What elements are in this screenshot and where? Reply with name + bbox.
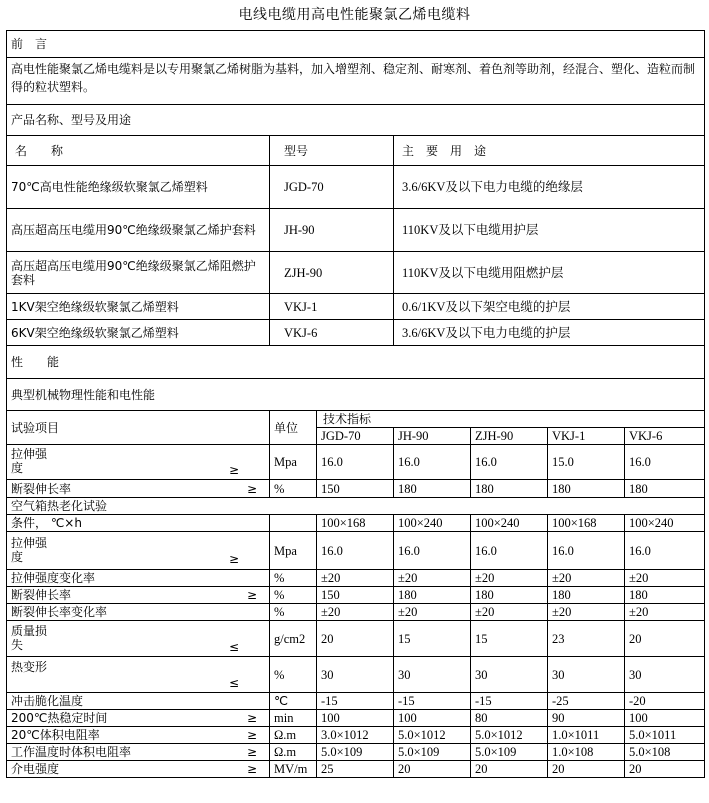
comparison-sign: ≥ <box>228 551 239 566</box>
foreword-heading-row <box>7 31 705 58</box>
spec-value: 100×240 <box>394 515 471 532</box>
spec-unit: Mpa <box>270 532 317 570</box>
spec-unit: % <box>270 480 317 498</box>
spec-row <box>7 445 705 480</box>
spec-value: 100 <box>394 710 471 727</box>
spec-value: 90 <box>548 710 625 727</box>
spec-unit: MV/m <box>270 761 317 778</box>
spec-item-label: 热变形 <box>11 659 48 674</box>
spec-row <box>7 532 705 570</box>
spec-item-label: 拉伸强度变化率 <box>11 571 96 585</box>
spec-value: 150 <box>317 587 394 604</box>
col-use-header: 主 要 用 途 <box>394 136 705 166</box>
spec-item <box>7 604 270 621</box>
spec-item <box>7 710 270 727</box>
spec-item-label: 质量损失 <box>11 623 48 652</box>
spec-unit: % <box>270 657 317 693</box>
foreword-heading: 前 言 <box>7 31 705 58</box>
spec-item-label: 200℃热稳定时间 <box>11 711 108 725</box>
spec-value: 5.0×109 <box>471 744 548 761</box>
spec-value: 20 <box>394 761 471 778</box>
spec-value: 100×240 <box>625 515 705 532</box>
spec-value: 30 <box>317 657 394 693</box>
product-name: 高压超高压电缆用90℃绝缘级聚氯乙烯阻燃护套料 <box>7 252 270 294</box>
spec-value: 16.0 <box>317 532 394 570</box>
performance-heading: 性 能 <box>7 346 705 379</box>
spec-value: 30 <box>394 657 471 693</box>
spec-value: 23 <box>548 621 625 657</box>
spec-row <box>7 498 705 515</box>
spec-item-label: 20℃体积电阻率 <box>11 728 100 742</box>
spec-row <box>7 587 705 604</box>
product-name: 1KV架空绝缘级软聚氯乙烯塑料 <box>7 294 270 320</box>
product-name: 高压超高压电缆用90℃绝缘级聚氯乙烯护套料 <box>7 209 270 252</box>
spec-row <box>7 570 705 587</box>
spec-value: 5.0×1012 <box>471 727 548 744</box>
spec-unit: Ω.m <box>270 727 317 744</box>
spec-value: 180 <box>471 587 548 604</box>
spec-unit: Mpa <box>270 445 317 480</box>
spec-item <box>7 532 270 570</box>
spec-row <box>7 710 705 727</box>
spec-unit <box>270 515 317 532</box>
comparison-sign: ≥ <box>246 711 257 725</box>
model-header: VKJ-6 <box>625 428 705 445</box>
spec-value: -25 <box>548 693 625 710</box>
product-use: 0.6/1KV及以下架空电缆的护层 <box>394 294 705 320</box>
product-row <box>7 252 705 294</box>
spec-value: 180 <box>471 480 548 498</box>
spec-unit: % <box>270 570 317 587</box>
product-name: 6KV架空绝缘级软聚氯乙烯塑料 <box>7 320 270 346</box>
comparison-sign: ≥ <box>246 481 257 496</box>
spec-value: ±20 <box>548 604 625 621</box>
spec-value: 180 <box>394 480 471 498</box>
col-model-header: 型号 <box>270 136 394 166</box>
spec-value: 5.0×109 <box>394 744 471 761</box>
spec-item <box>7 727 270 744</box>
spec-item <box>7 744 270 761</box>
spec-row <box>7 727 705 744</box>
spec-value: 100 <box>317 710 394 727</box>
spec-value: 16.0 <box>625 532 705 570</box>
spec-table <box>6 30 705 778</box>
product-name: 70℃高电性能绝缘级软聚氯乙烯塑料 <box>7 166 270 209</box>
spec-value: ±20 <box>625 570 705 587</box>
spec-value: ±20 <box>317 570 394 587</box>
spec-row <box>7 693 705 710</box>
product-model: JGD-70 <box>270 166 394 209</box>
product-row <box>7 294 705 320</box>
spec-item <box>7 621 270 657</box>
spec-value: 15 <box>394 621 471 657</box>
spec-row <box>7 761 705 778</box>
spec-value: 180 <box>394 587 471 604</box>
spec-value: 30 <box>548 657 625 693</box>
spec-value: 16.0 <box>317 445 394 480</box>
product-model: JH-90 <box>270 209 394 252</box>
spec-value: 100×168 <box>317 515 394 532</box>
spec-header-row <box>7 411 705 428</box>
spec-value: 16.0 <box>394 532 471 570</box>
spec-value: ±20 <box>317 604 394 621</box>
spec-value: 25 <box>317 761 394 778</box>
product-use: 3.6/6KV及以下电力电缆的绝缘层 <box>394 166 705 209</box>
product-use: 110KV及以下电缆用护层 <box>394 209 705 252</box>
comparison-sign: ≥ <box>246 588 257 602</box>
spec-value: 20 <box>317 621 394 657</box>
spec-value: 20 <box>471 761 548 778</box>
spec-value: ±20 <box>394 570 471 587</box>
col-item-header: 试验项目 <box>7 411 270 445</box>
spec-value: 16.0 <box>548 532 625 570</box>
col-name-header: 名 称 <box>7 136 270 166</box>
spec-value: 15 <box>471 621 548 657</box>
spec-unit: min <box>270 710 317 727</box>
spec-item-label: 介电强度 <box>11 762 60 776</box>
product-row <box>7 320 705 346</box>
spec-row <box>7 480 705 498</box>
spec-value: 5.0×108 <box>625 744 705 761</box>
product-row <box>7 166 705 209</box>
model-header: ZJH-90 <box>471 428 548 445</box>
product-row <box>7 209 705 252</box>
col-spec-header: 技术指标 <box>317 411 705 428</box>
product-use: 110KV及以下电缆用阻燃护层 <box>394 252 705 294</box>
products-heading: 产品名称、型号及用途 <box>7 105 705 136</box>
product-use: 3.6/6KV及以下电力电缆的护层 <box>394 320 705 346</box>
spec-item <box>7 498 705 515</box>
spec-value: 30 <box>471 657 548 693</box>
spec-row <box>7 604 705 621</box>
comparison-sign: ≥ <box>246 745 257 759</box>
spec-unit: Ω.m <box>270 744 317 761</box>
spec-value: ±20 <box>625 604 705 621</box>
spec-item-label: 断裂伸长率 <box>11 481 72 496</box>
spec-value: 20 <box>548 761 625 778</box>
spec-value: 20 <box>625 761 705 778</box>
spec-row <box>7 515 705 532</box>
spec-row <box>7 621 705 657</box>
spec-value: 15.0 <box>548 445 625 480</box>
spec-value: 16.0 <box>625 445 705 480</box>
spec-value: 180 <box>548 587 625 604</box>
page-title: 电线电缆用高电性能聚氯乙烯电缆料 <box>238 7 471 23</box>
spec-value: ±20 <box>548 570 625 587</box>
col-unit-header: 单位 <box>270 411 317 445</box>
spec-item-label: 拉伸强度 <box>11 447 48 475</box>
spec-item-label: 条件， ℃×h <box>11 516 82 530</box>
comparison-sign: ≤ <box>228 675 239 690</box>
spec-value: ±20 <box>394 604 471 621</box>
comparison-sign: ≤ <box>228 639 239 654</box>
spec-item-label: 冲击脆化温度 <box>11 694 84 708</box>
spec-item <box>7 570 270 587</box>
spec-value: 100 <box>625 710 705 727</box>
spec-value: 20 <box>625 621 705 657</box>
spec-value: -15 <box>317 693 394 710</box>
foreword-text-row <box>7 58 705 105</box>
spec-unit: % <box>270 587 317 604</box>
spec-item-label: 拉伸强度 <box>11 535 48 564</box>
spec-item-label: 断裂伸长率变化率 <box>11 605 108 619</box>
foreword-text: 高电性能聚氯乙烯电缆料是以专用聚氯乙烯树脂为基料，加入增塑剂、稳定剂、耐寒剂、着色剂等助剂，经混合、塑化、造粒而制得的粒状塑料。 <box>7 58 705 105</box>
spec-item <box>7 761 270 778</box>
spec-item <box>7 445 270 480</box>
spec-value: 180 <box>625 587 705 604</box>
product-model: ZJH-90 <box>270 252 394 294</box>
spec-item <box>7 480 270 498</box>
model-header: JGD-70 <box>317 428 394 445</box>
spec-unit: % <box>270 604 317 621</box>
comparison-sign: ≥ <box>246 762 257 776</box>
spec-value: 180 <box>548 480 625 498</box>
spec-value: -20 <box>625 693 705 710</box>
spec-item <box>7 693 270 710</box>
spec-value: 16.0 <box>471 532 548 570</box>
spec-item <box>7 587 270 604</box>
spec-value: 80 <box>471 710 548 727</box>
spec-value: -15 <box>394 693 471 710</box>
spec-row <box>7 744 705 761</box>
spec-value: 5.0×1012 <box>394 727 471 744</box>
spec-value: 100×240 <box>471 515 548 532</box>
spec-value: 16.0 <box>394 445 471 480</box>
comparison-sign: ≥ <box>246 728 257 742</box>
spec-item <box>7 657 270 693</box>
products-heading-row <box>7 105 705 136</box>
performance-heading-row <box>7 346 705 379</box>
model-header: VKJ-1 <box>548 428 625 445</box>
spec-unit: g/cm2 <box>270 621 317 657</box>
spec-value: 3.0×1012 <box>317 727 394 744</box>
spec-value: 30 <box>625 657 705 693</box>
spec-value: 1.0×1011 <box>548 727 625 744</box>
comparison-sign: ≥ <box>228 463 239 477</box>
spec-table-body <box>7 31 705 778</box>
spec-value: 5.0×109 <box>317 744 394 761</box>
spec-value: -15 <box>471 693 548 710</box>
spec-value: ±20 <box>471 570 548 587</box>
spec-unit: ℃ <box>270 693 317 710</box>
spec-value: 180 <box>625 480 705 498</box>
spec-value: 150 <box>317 480 394 498</box>
products-header-row <box>7 136 705 166</box>
spec-row <box>7 657 705 693</box>
spec-value: 1.0×108 <box>548 744 625 761</box>
spec-item-label: 工作温度时体积电阻率 <box>11 745 132 759</box>
spec-item-label: 空气箱热老化试验 <box>11 499 108 513</box>
spec-value: ±20 <box>471 604 548 621</box>
spec-value: 5.0×1011 <box>625 727 705 744</box>
performance-subheading: 典型机械物理性能和电性能 <box>7 379 705 411</box>
spec-value: 16.0 <box>471 445 548 480</box>
spec-value: 100×168 <box>548 515 625 532</box>
performance-subheading-row <box>7 379 705 411</box>
model-header: JH-90 <box>394 428 471 445</box>
spec-item <box>7 515 270 532</box>
product-model: VKJ-6 <box>270 320 394 346</box>
product-model: VKJ-1 <box>270 294 394 320</box>
spec-item-label: 断裂伸长率 <box>11 588 72 602</box>
